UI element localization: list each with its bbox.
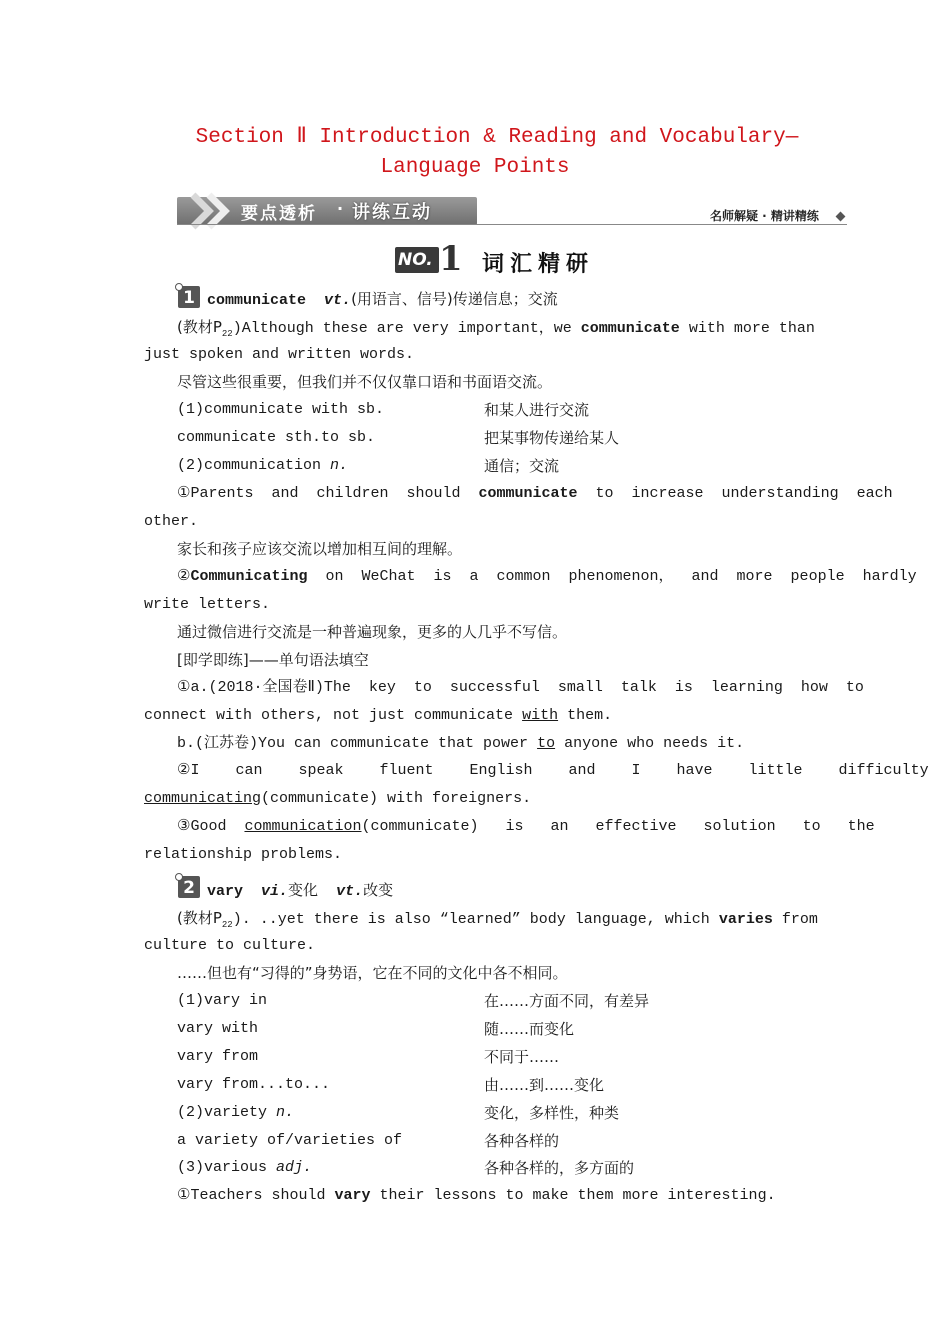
diamond-icon	[836, 212, 846, 222]
item-number-badge: 2	[178, 876, 200, 898]
banner-dot: ·	[337, 199, 344, 218]
sentence-2-zh: 通过微信进行交流是一种普遍现象，更多的人几乎不写信。	[177, 623, 568, 641]
header-rule	[177, 224, 847, 225]
exercise-title: [即学即练]——单句语法填空	[177, 651, 369, 669]
page-title-line1: Section Ⅱ Introduction & Reading and Vocabulary—	[195, 126, 799, 149]
section-banner	[177, 197, 477, 225]
item1-example-cont: just spoken and written words.	[144, 346, 415, 363]
sentence-2-cont: write letters.	[144, 596, 271, 613]
answer-blank: to	[537, 735, 556, 752]
part-of-speech: vt.	[324, 292, 352, 309]
section-title: 词汇精研	[482, 252, 595, 277]
item2-sentence-1: ①Teachers should vary their lessons to make them more interesting.	[177, 1187, 776, 1204]
exercise-1a-cont: connect with others, not just communicate with them.	[144, 707, 613, 724]
exercise-1a: ①a.(2018·全国卷Ⅱ)The key to successful small talk is learning how to	[177, 679, 864, 696]
right-tag: 名师解疑 · 精讲精练	[710, 209, 819, 223]
phrase-zh: 通信；交流	[484, 457, 560, 475]
banner-label-left: 要点透析	[241, 204, 317, 224]
phrase-en: vary with	[177, 1020, 259, 1037]
sentence-1: ①Parents and children should communicate to increase understanding each	[177, 485, 893, 502]
section-number-badge	[395, 239, 463, 279]
no-label: NO.	[398, 250, 433, 270]
sentence-1-zh: 家长和孩子应该交流以增加相互间的理解。	[177, 540, 463, 558]
answer-blank: with	[522, 707, 559, 724]
item1-headword-line	[207, 289, 558, 311]
exercise-1b: b.(江苏卷)You can communicate that power to anyone who needs it.	[177, 735, 745, 752]
sentence-1-cont: other.	[144, 513, 199, 530]
sentence-2: ②Communicating on WeChat is a common phenomenon， and more people hardly	[177, 568, 917, 585]
phrase-zh: 把某事物传递给某人	[484, 429, 620, 447]
phrase-zh: 由……到……变化	[484, 1076, 605, 1094]
no-number: 1	[439, 239, 463, 279]
phrase-en: (2)communication n.	[177, 457, 349, 474]
headword: vary	[207, 883, 244, 900]
answer-blank: communicating	[144, 790, 262, 807]
phrase-zh: 变化，多样性，种类	[484, 1104, 620, 1122]
phrase-zh: 各种各样的，多方面的	[484, 1159, 635, 1177]
phrase-en: (3)various adj.	[177, 1159, 313, 1176]
item2-example: (教材$P_{22}$). ..yet there is also “learned” body language, which varies from	[177, 909, 818, 930]
item2-translation: ……但也有“习得的”身势语，它在不同的文化中各不相同。	[177, 964, 568, 982]
phrase-en: (2)variety n.	[177, 1104, 295, 1121]
exercise-3: ③Good communication(communicate) is an effective solution to the	[177, 818, 875, 835]
phrase-zh: 随……而变化	[484, 1020, 575, 1038]
answer-blank: communication	[244, 818, 362, 835]
exercise-2: ②I can speak fluent English and I have little difficulty	[177, 762, 929, 779]
item2-headword-line: vary vi.变化 vt.改变	[207, 881, 394, 900]
phrase-zh: 不同于……	[484, 1048, 560, 1066]
phrase-en: vary from	[177, 1048, 259, 1065]
exercise-2-cont: communicating(communicate) with foreigners.	[144, 790, 532, 807]
exercise-3-cont: relationship problems.	[144, 846, 343, 863]
item-number-badge: 1	[178, 286, 200, 308]
page-title-line2: Language Points	[380, 156, 570, 179]
phrase-zh: 在……方面不同，有差异	[484, 992, 650, 1010]
phrase-en: communicate sth.to sb.	[177, 429, 376, 446]
meaning: (用语言、信号)传递信息；交流	[351, 290, 558, 308]
phrase-zh: 和某人进行交流	[484, 401, 590, 419]
phrase-en: vary from...to...	[177, 1076, 331, 1093]
item1-translation: 尽管这些很重要，但我们并不仅仅靠口语和书面语交流。	[177, 373, 553, 391]
double-chevron-icon	[187, 191, 237, 231]
banner-label-right: 讲练互动	[352, 202, 432, 223]
item1-example: (教材$P_{22})Although$ these are very important，we communicate with more than	[177, 318, 815, 339]
item2-example-cont: culture to culture.	[144, 937, 316, 954]
phrase-en: (1)vary in	[177, 992, 268, 1009]
phrase-en: (1)communicate with sb.	[177, 401, 385, 418]
phrase-en: a variety of/varieties of	[177, 1132, 403, 1149]
phrase-zh: 各种各样的	[484, 1132, 560, 1150]
headword: communicate	[207, 292, 307, 309]
